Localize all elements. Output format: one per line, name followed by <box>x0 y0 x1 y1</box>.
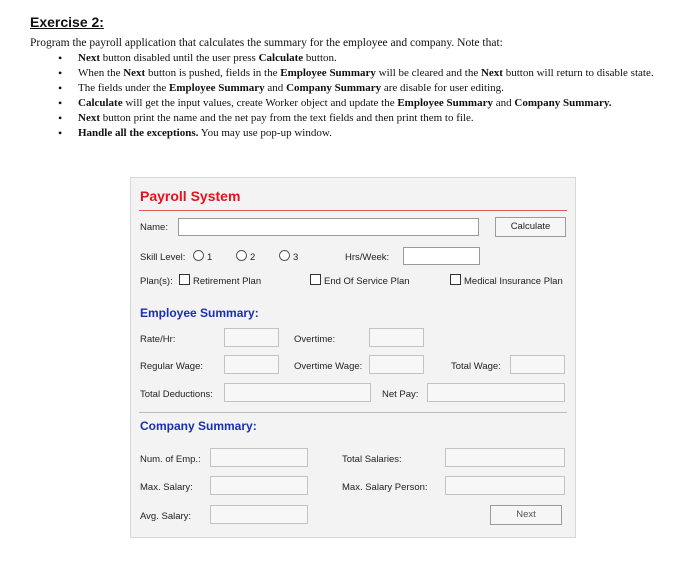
total-salaries-label: Total Salaries: <box>342 454 402 465</box>
max-salary-field <box>210 476 308 495</box>
max-salary-person-field <box>445 476 565 495</box>
total-wage-label: Total Wage: <box>451 361 501 372</box>
section-divider <box>139 412 567 413</box>
regular-wage-field <box>224 355 279 374</box>
end-of-service-plan-label: End Of Service Plan <box>324 276 410 287</box>
hrs-week-input[interactable] <box>403 247 480 265</box>
skill-level-label: Skill Level: <box>140 252 186 263</box>
retirement-plan-checkbox[interactable] <box>179 274 190 285</box>
hrs-week-label: Hrs/Week: <box>345 252 390 263</box>
medical-insurance-plan-label: Medical Insurance Plan <box>464 276 563 287</box>
exercise-intro: Program the payroll application that calculates the summary for the employee and company. Note that: <box>30 37 503 49</box>
skill-radio-3[interactable] <box>279 250 290 261</box>
requirement-item: • The fields under the Employee Summary and Company Summary are disable for user editing. <box>58 81 696 96</box>
name-input[interactable] <box>178 218 479 236</box>
title-divider <box>139 210 567 211</box>
regular-wage-label: Regular Wage: <box>140 361 204 372</box>
plans-label: Plan(s): <box>140 276 173 287</box>
requirement-item: • Next button disabled until the user press Calculate button. <box>58 51 696 66</box>
requirement-item: • When the Next button is pushed, fields in the Employee Summary will be cleared and the Next button will return to disable state. <box>58 66 696 81</box>
overtime-field <box>369 328 424 347</box>
name-label: Name: <box>140 222 168 233</box>
next-button[interactable]: Next <box>490 505 562 525</box>
skill-option-label: 3 <box>293 252 299 263</box>
avg-salary-label: Avg. Salary: <box>140 511 192 522</box>
total-deductions-field <box>224 383 371 402</box>
employee-summary-title: Employee Summary: <box>140 306 259 320</box>
net-pay-field <box>427 383 565 402</box>
net-pay-label: Net Pay: <box>382 389 419 400</box>
max-salary-person-label: Max. Salary Person: <box>342 482 428 493</box>
medical-insurance-plan-checkbox[interactable] <box>450 274 461 285</box>
num-emp-field <box>210 448 308 467</box>
avg-salary-field <box>210 505 308 524</box>
requirement-item: • Next button print the name and the net pay from the text fields and then print them to file. <box>58 111 696 126</box>
requirement-item: • Calculate will get the input values, create Worker object and update the Employee Summary and Company Summary. <box>58 96 696 111</box>
rate-label: Rate/Hr: <box>140 334 176 345</box>
overtime-wage-field <box>369 355 424 374</box>
exercise-title: Exercise 2: <box>30 14 104 30</box>
total-wage-field <box>510 355 565 374</box>
requirements-list <box>58 51 696 141</box>
calculate-button[interactable]: Calculate <box>495 217 566 237</box>
company-summary-title: Company Summary: <box>140 419 257 433</box>
app-title: Payroll System <box>140 188 241 204</box>
total-salaries-field <box>445 448 565 467</box>
payroll-window <box>130 177 576 538</box>
max-salary-label: Max. Salary: <box>140 482 193 493</box>
rate-field <box>224 328 279 347</box>
requirement-item: • Handle all the exceptions. You may use pop-up window. <box>58 126 696 141</box>
skill-radio-2[interactable] <box>236 250 247 261</box>
retirement-plan-label: Retirement Plan <box>193 276 262 287</box>
total-deductions-label: Total Deductions: <box>140 389 213 400</box>
skill-option-label: 2 <box>250 252 256 263</box>
skill-option-label: 1 <box>207 252 213 263</box>
num-emp-label: Num. of Emp.: <box>140 454 201 465</box>
overtime-wage-label: Overtime Wage: <box>294 361 363 372</box>
end-of-service-plan-checkbox[interactable] <box>310 274 321 285</box>
skill-radio-1[interactable] <box>193 250 204 261</box>
overtime-label: Overtime: <box>294 334 336 345</box>
